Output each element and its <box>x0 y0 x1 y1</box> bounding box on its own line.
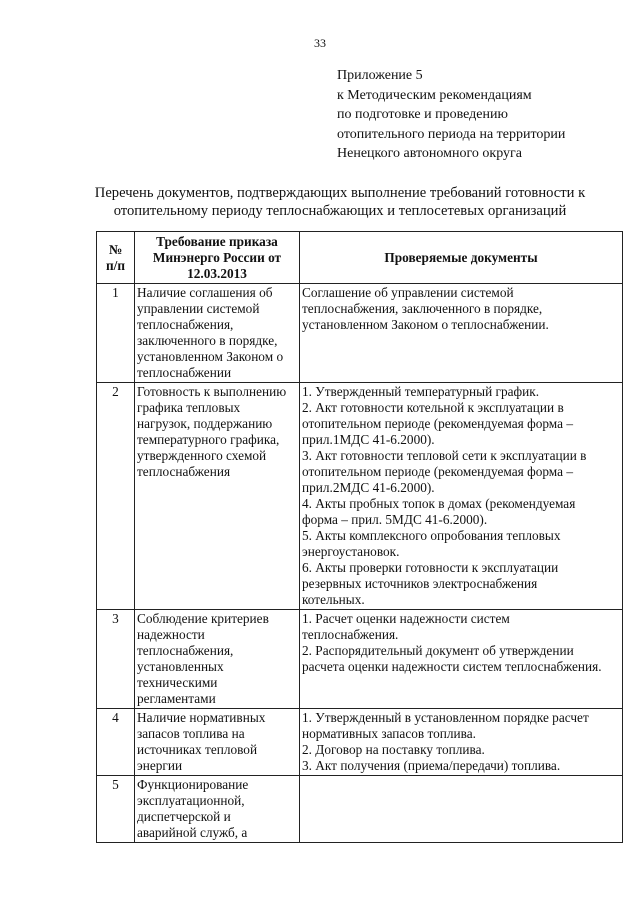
row-requirement <box>135 383 300 610</box>
requirement-line: температурного графика, <box>137 432 280 447</box>
header-num-line: № <box>108 241 123 257</box>
table-header-row <box>97 232 623 284</box>
page-number: 33 <box>314 36 326 50</box>
requirement-line: запасов топлива на <box>137 726 245 741</box>
appendix-line: по подготовке и проведению <box>337 107 508 122</box>
documents-line: 2. Распорядительный документ об утверждении <box>302 643 574 658</box>
requirement-line: источниках тепловой <box>137 742 258 757</box>
row-documents <box>300 284 623 383</box>
documents-line: расчета оценки надежности систем теплоснабжения. <box>302 659 602 674</box>
requirement-line: Наличие нормативных <box>137 710 266 725</box>
header-requirement-line: Минэнерго России от <box>152 249 282 265</box>
documents-line: 1. Расчет оценки надежности систем <box>302 611 510 626</box>
requirement-line: теплоснабжения, <box>137 643 234 658</box>
requirement-line: диспетчерской и <box>137 809 231 824</box>
row-documents <box>300 383 623 610</box>
header-documents <box>300 232 623 284</box>
row-documents <box>300 610 623 709</box>
table-row <box>97 776 623 843</box>
documents-line: 1. Утвержденный в установленном порядке расчет <box>302 710 589 725</box>
requirement-line: Готовность к выполнению <box>137 384 287 399</box>
documents-line: установленном Законом о теплоснабжении. <box>302 317 549 332</box>
requirement-line: эксплуатационной, <box>137 793 245 808</box>
requirement-line: нагрузок, поддержанию <box>137 416 273 431</box>
requirement-line: надежности <box>137 627 205 642</box>
documents-line: теплоснабжения, заключенного в порядке, <box>302 301 543 316</box>
table-row <box>97 610 623 709</box>
requirement-line: установленных <box>137 659 224 674</box>
requirement-line: Соблюдение критериев <box>137 611 269 626</box>
header-num <box>97 232 135 284</box>
row-documents <box>300 776 623 843</box>
appendix-line: отопительного периода на территории <box>337 126 566 142</box>
requirement-line: графика тепловых <box>137 400 241 415</box>
documents-line: 3. Акт получения (приема/передачи) топлива. <box>302 758 561 773</box>
title-line: отопительному периоду теплоснабжающих и теплосетевых организаций <box>113 203 567 219</box>
requirement-line: теплоснабжения <box>137 464 231 479</box>
table-row <box>97 709 623 776</box>
appendix-line: к Методическим рекомендациям <box>337 87 532 103</box>
requirement-line: Наличие соглашения об <box>137 285 273 300</box>
row-number: 1 <box>97 284 135 383</box>
requirement-line: регламентами <box>137 691 216 706</box>
table-row <box>97 284 623 383</box>
requirement-line: теплоснабжении <box>137 365 232 380</box>
header-requirement-line: 12.03.2013 <box>187 265 247 281</box>
documents-line: энергоустановок. <box>302 544 400 559</box>
requirement-line: Функционирование <box>137 777 249 792</box>
table-row <box>97 383 623 610</box>
document-title <box>90 184 590 220</box>
documents-line: 5. Акты комплексного опробования тепловых <box>302 528 561 543</box>
documents-line: котельных. <box>302 592 365 607</box>
row-requirement <box>135 709 300 776</box>
documents-line: 2. Договор на поставку топлива. <box>302 742 485 757</box>
row-number: 2 <box>97 383 135 610</box>
documents-line: 3. Акт готовности тепловой сети к эксплуатации в <box>302 448 587 463</box>
documents-line: форма – прил. 5МДС 41-6.2000). <box>302 512 488 527</box>
requirement-line: аварийной служб, а <box>137 825 248 840</box>
documents-line: прил.2МДС 41-6.2000). <box>302 480 435 495</box>
documents-line: отопительном периоде (рекомендуемая форма – <box>302 416 573 431</box>
documents-line: 6. Акты проверки готовности к эксплуатации <box>302 560 559 575</box>
documents-line: 2. Акт готовности котельной к эксплуатации в <box>302 400 564 415</box>
documents-line: прил.1МДС 41-6.2000). <box>302 432 435 447</box>
requirement-line: техническими <box>137 675 218 690</box>
appendix-reference <box>337 66 565 164</box>
documents-line: отопительном периоде (рекомендуемая форма – <box>302 464 573 479</box>
requirement-line: утвержденного схемой <box>137 448 267 463</box>
requirement-line: управлении системой <box>137 301 260 316</box>
row-number: 3 <box>97 610 135 709</box>
row-requirement <box>135 284 300 383</box>
header-requirement <box>135 232 300 284</box>
row-documents <box>300 709 623 776</box>
requirement-line: теплоснабжения, <box>137 317 234 332</box>
row-number: 5 <box>97 776 135 843</box>
header-documents-line: Проверяемые документы <box>384 249 538 265</box>
documents-line: теплоснабжения. <box>302 627 399 642</box>
requirement-line: энергии <box>137 758 183 773</box>
documents-line: нормативных запасов топлива. <box>302 726 476 741</box>
documents-line: Соглашение об управлении системой <box>302 285 514 300</box>
requirement-line: установленном Законом о <box>137 349 284 364</box>
requirement-line: заключенного в порядке, <box>137 333 278 348</box>
documents-line: резервных источников электроснабжения <box>302 576 538 591</box>
row-requirement <box>135 610 300 709</box>
appendix-line: Приложение 5 <box>337 68 423 83</box>
header-num-line: п/п <box>105 257 126 273</box>
row-number: 4 <box>97 709 135 776</box>
title-line: Перечень документов, подтверждающих выполнение требований готовности к <box>94 185 586 201</box>
appendix-line: Ненецкого автономного округа <box>337 146 522 161</box>
documents-line: 1. Утвержденный температурный график. <box>302 384 540 399</box>
documents-table <box>96 231 623 843</box>
header-requirement-line: Требование приказа <box>156 233 278 249</box>
documents-line: 4. Акты пробных топок в домах (рекомендуемая <box>302 496 576 511</box>
row-requirement <box>135 776 300 843</box>
